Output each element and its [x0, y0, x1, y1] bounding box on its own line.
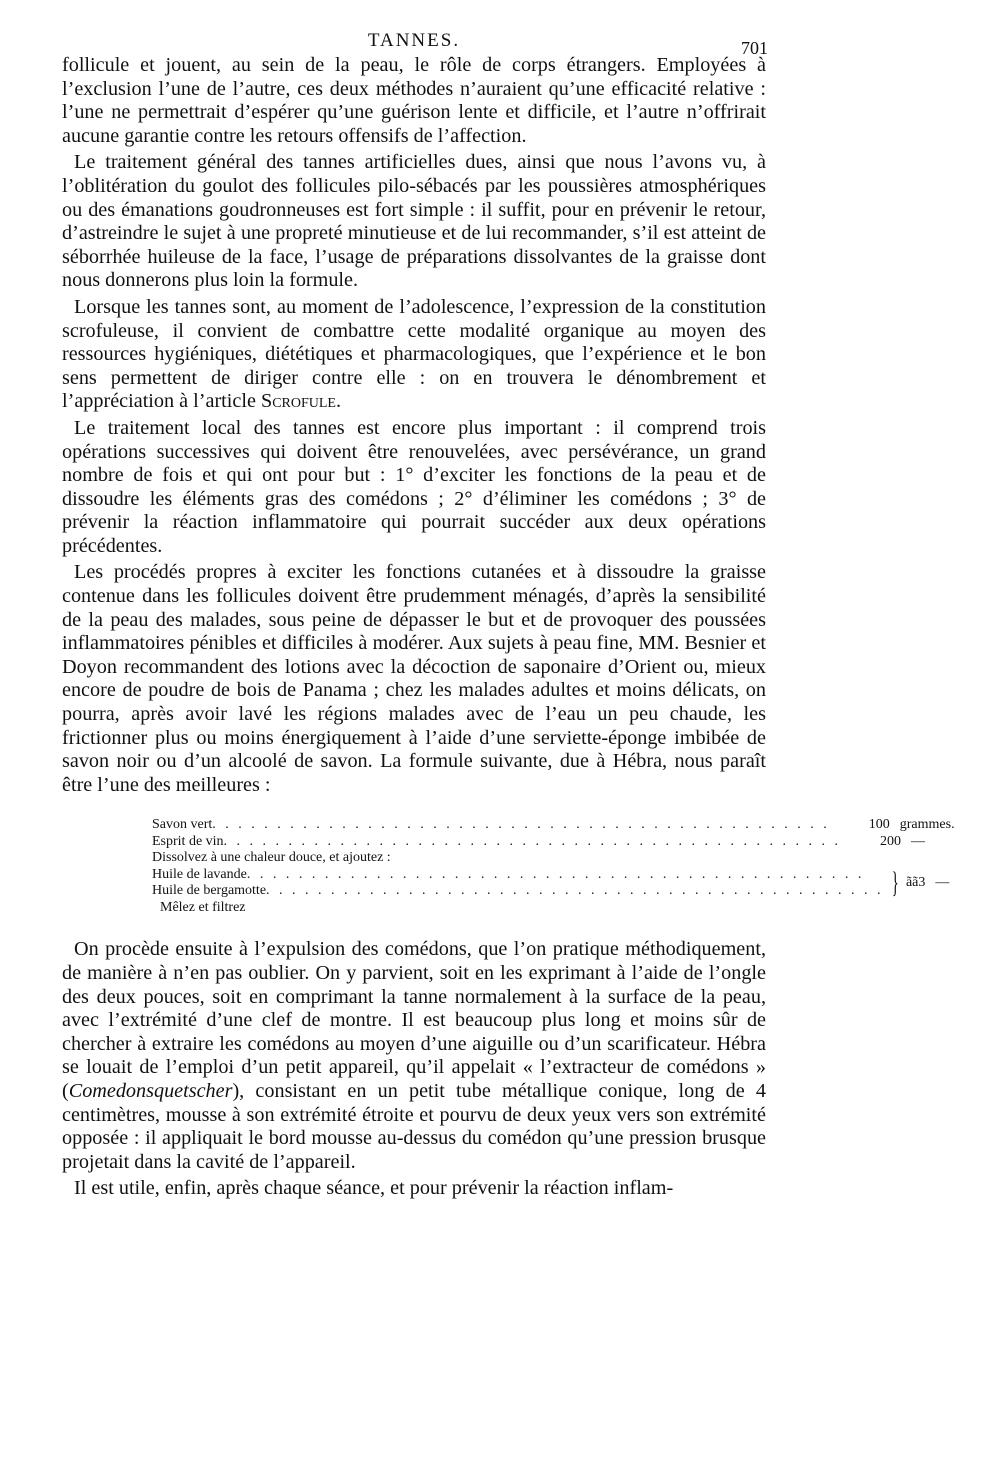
paragraph-comedon-extraction — [62, 938, 766, 1174]
leader-dots — [224, 834, 842, 851]
paragraph-final: Il est utile, enfin, après chaque séance, et pour prévenir la réaction inflam- — [74, 1177, 674, 1200]
ingredient-unit: grammes. — [899, 817, 955, 833]
ingredient-name: Huile de lavande — [152, 866, 247, 882]
ingredient-unit: — — [911, 833, 926, 849]
ingredient-quantity: 100 — [868, 817, 890, 833]
recipe-instruction: Dissolvez à une chaleur douce, et ajoutez : — [152, 850, 391, 866]
extraction-text-end: ), consistant en un petit tube métallique conique, long de 4 centimètres, mousse à son extrémité étroite et pourvu de deux yeux vers son extrémité opposée : il appliquait le bord mousse au-dessus du comédon qu’une pression brusque projetait dans la cavité de l’appareil. — [62, 1079, 766, 1173]
body-text — [62, 54, 955, 1201]
scrofula-text: Lorsque les tannes sont, au moment de l’adolescence, l’expression de la constitution scrofuleuse, il convient de combattre cette modalité organique au moyen des ressources hygiéniques, diététiques et pharmacologiques, que l’expérience et le bon sens permettent de diriger contre elle : on en trouvera le dénombrement et l’appréciation à l’article — [62, 295, 766, 413]
ingredient-quantity: 200 — [880, 833, 902, 849]
recipe-line-bergamotte — [152, 883, 884, 900]
recipe-line-esprit — [152, 833, 926, 851]
recipe-group-oils — [152, 866, 950, 900]
term-comedonsquetscher: Comedonsquetscher — [68, 1079, 233, 1102]
extraction-text: On procède ensuite à l’expulsion des comédons, que l’on pratique méthodiquement, de manière à n’en pas oublier. On y parvient, soit en les exprimant à l’aide de l’ongle des deux pouces, soit en comprimant la tanne normalement à la surface de la peau, avec l’extrémité d’une clef de montre. Il est beaucoup plus long et moins sûr de chercher à extraire les comédons au moyen d’une aiguille ou d’un scarificateur. Hébra se louait de l’emploi d’un petit appareil, qu’il appelait « l’extracteur de comédons » ( — [62, 938, 766, 1102]
ingredient-name: Savon vert — [152, 817, 213, 833]
scrofule-reference: Scrofule — [260, 390, 336, 413]
leader-dots — [266, 883, 884, 900]
paragraph-local-treatment: Le traitement local des tannes est encore plus important : il comprend trois opérations successives qui doivent être renouvelées, avec persévérance, un grand nombre de fois et qui ont pour but : 1° d’exciter les fonctions de la peau et de dissoudre les éléments gras des comédons ; 2° d’éliminer les comédons ; 3° de prévenir la réaction inflammatoire qui pourrait succéder aux deux opérations précédentes. — [62, 416, 766, 557]
page-header — [62, 0, 768, 58]
scrofula-text-end: . — [335, 390, 342, 413]
paragraph-continuation: follicule et jouent, au sein de la peau, le rôle de corps étrangers. Employées à l’exclusion l’une de l’autre, ces deux méthodes n’auraient qu’une efficacité relative : l’une ne permettrait d’espérer qu’une guérison lente et difficile, et l’autre n’offrirait aucune garantie contre les retours offensifs de l’affection. — [62, 54, 766, 147]
ingredient-name: Huile de bergamotte — [152, 883, 267, 899]
ingredient-quantity: 3 — [918, 875, 926, 891]
paragraph-procedures: Les procédés propres à exciter les fonctions cutanées et à dissoudre la graisse contenue dans les follicules doivent être prudemment ménagés, d’après la sensibilité de la peau des malades, sous peine de dépasser le but et de provoquer des poussées inflammatoires pénibles et difficiles à modérer. Aux sujets à peau fine, MM. Besnier et Doyon recommandent des lotions avec la décoction de saponaire d’Orient ou, mieux encore de poudre de bois de Panama ; chez les malades adultes et moins délicats, on pourra, après avoir lavé les régions malades avec de l’eau un peu chaude, les frictionner plus ou moins énergiquement à l’aide d’une serviette-éponge imbibée de savon noir ou d’un alcoolé de savon. La formule suivante, due à Hébra, nous paraît être l’une des meilleures : — [62, 561, 766, 796]
ingredient-name: Esprit de vin — [152, 833, 224, 849]
hebra-formula — [62, 817, 955, 916]
running-head: TANNES. — [367, 30, 461, 51]
ana-symbol: ãã — [905, 875, 919, 891]
page-number: 701 — [741, 38, 768, 58]
oil-items — [152, 867, 884, 900]
ingredient-unit: — — [935, 875, 950, 891]
brace-symbol: } — [891, 866, 899, 900]
leader-dots — [212, 817, 830, 834]
paragraph-scrofula — [62, 296, 766, 414]
recipe-final-instruction: Mêlez et filtrez — [160, 899, 246, 915]
paragraph-general-treatment: Le traitement général des tannes artificielles dues, ainsi que nous l’avons vu, à l’oblitération du goulot des follicules pilo-sébacés par les poussières atmosphériques ou des émanations goudronneuses est fort simple : il suffit, pour en prévenir le retour, d’astreindre le sujet à une propreté minutieuse et de lui recommander, s’il est atteint de séborrhée huileuse de la face, l’usage de préparations dissolvantes de la graisse dont nous donnerons plus loin la formule. — [62, 151, 766, 292]
leader-dots — [247, 867, 884, 884]
page — [62, 0, 955, 1201]
recipe-line-lavande — [152, 867, 884, 884]
recipe-line-savon — [152, 817, 955, 834]
